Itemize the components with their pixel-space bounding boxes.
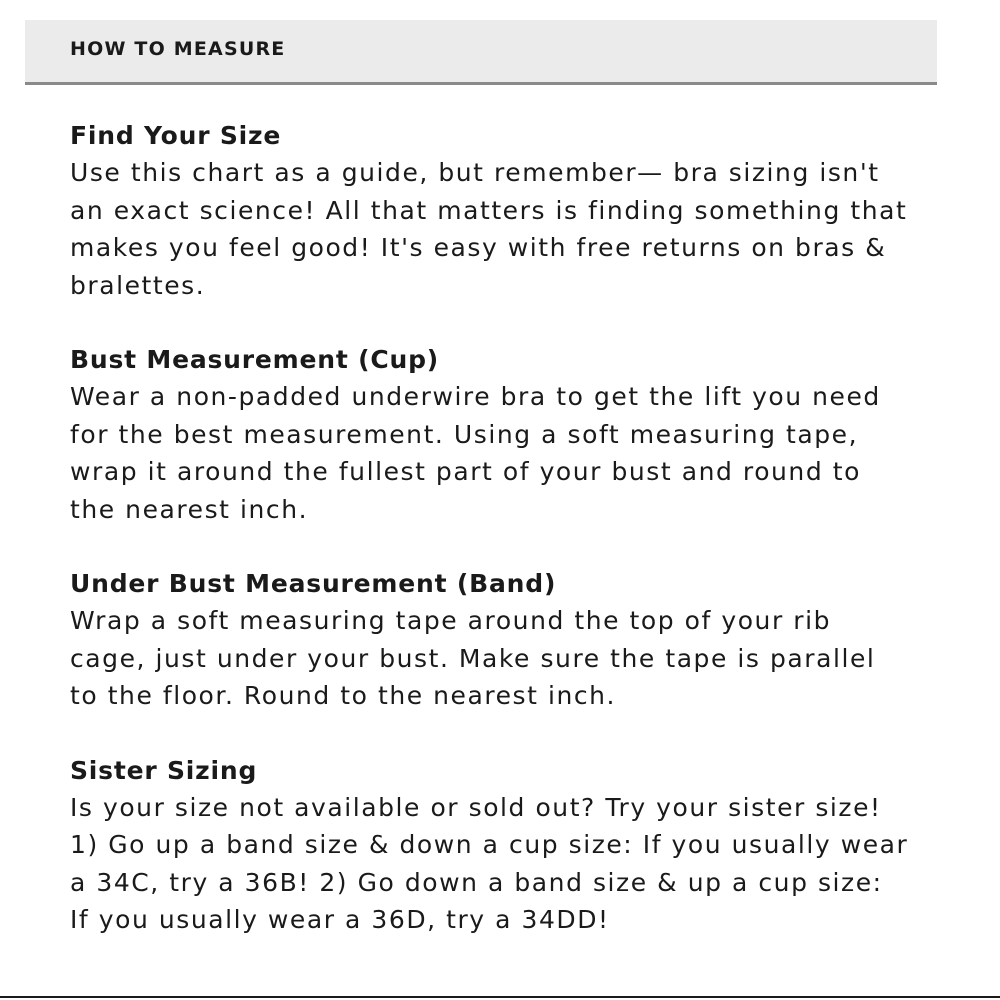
section-under-bust-measurement [70,565,910,715]
section-bust-measurement [70,341,910,528]
section-body: Use this chart as a guide, but remember— bra sizing isn't an exact science! All that matters is finding something that makes you feel good! It's easy with free returns on bras & bralettes. [70,158,908,300]
section-find-your-size [70,117,910,304]
section-heading: Bust Measurement (Cup) [70,345,440,374]
section-body: Wear a non-padded underwire bra to get the lift you need for the best measurement. Using a soft measuring tape, wrap it around the fullest part of your bust and round to the nearest inch. [70,382,881,524]
header-title: HOW TO MEASURE [70,38,286,60]
how-to-measure-header[interactable] [25,20,937,85]
section-heading: Sister Sizing [70,755,258,785]
section-sister-sizing [70,752,910,939]
measure-guide-content [70,117,910,976]
section-body: Wrap a soft measuring tape around the top of your rib cage, just under your bust. Make sure the tape is parallel to the floor. Round to the nearest inch. [70,606,876,710]
bottom-divider [0,996,1000,998]
section-heading: Under Bust Measurement (Band) [70,569,557,598]
section-heading: Find Your Size [70,121,282,150]
section-body: Is your size not available or sold out? Try your sister size! 1) Go up a band size & down a cup size: If you usually wear a 34C, try a 36B! 2) Go down a band size & up a cup size: If you usually wear a 36D, try a 34DD! [70,792,909,934]
